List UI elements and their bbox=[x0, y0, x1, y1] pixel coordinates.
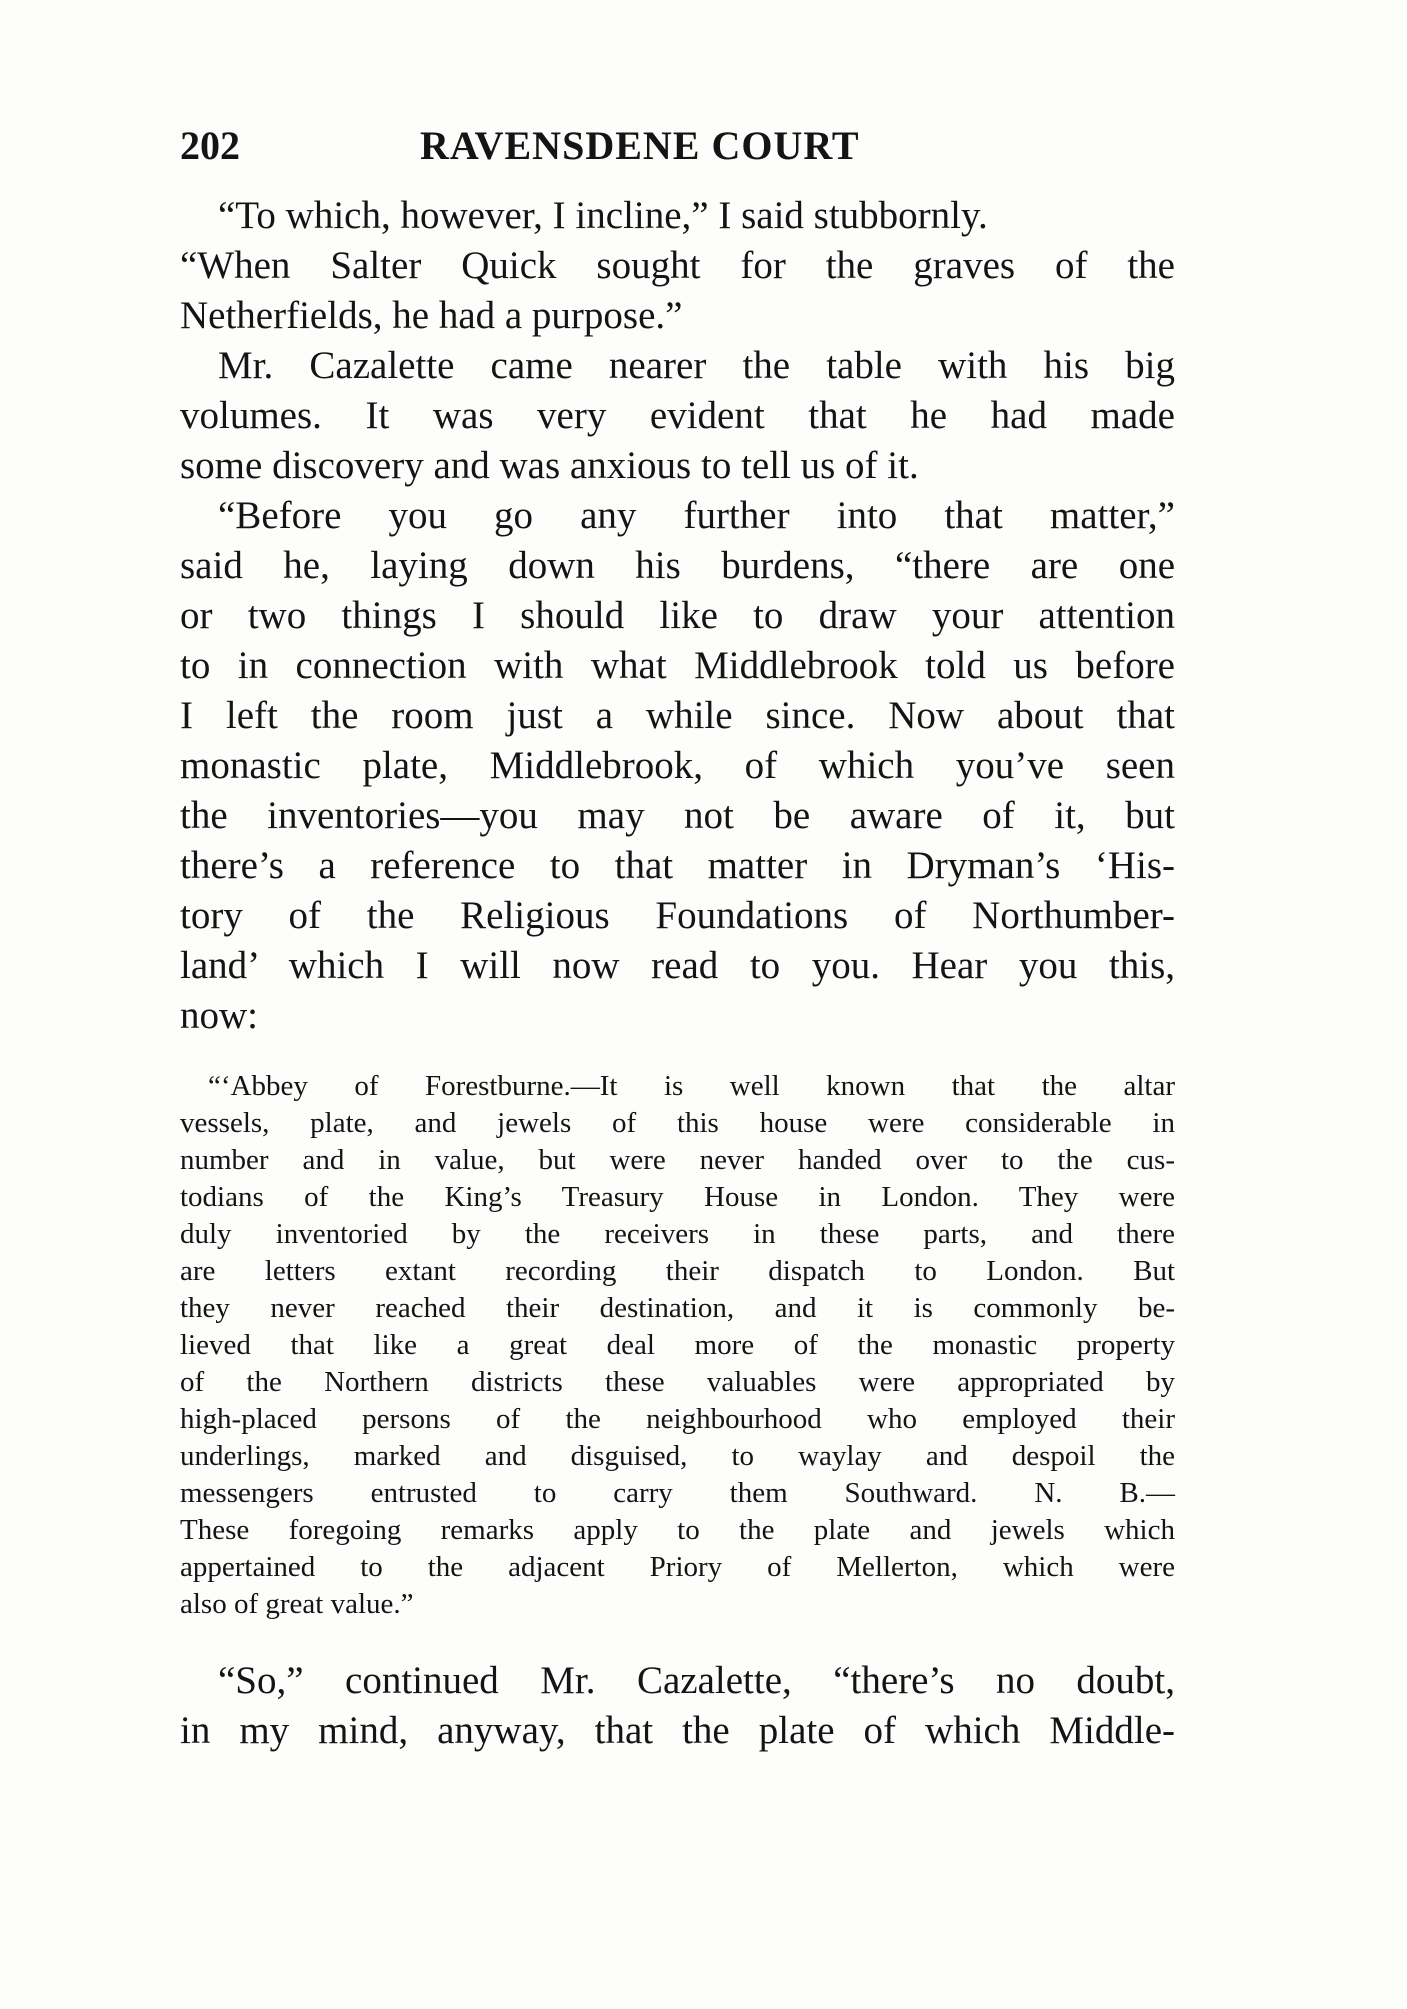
text-line: now: bbox=[180, 994, 258, 1037]
text-line: to in connection with what Middlebrook told us before bbox=[180, 644, 1175, 687]
quote-line: appertained to the adjacent Priory of Mellerton, which were bbox=[180, 1551, 1175, 1583]
text-line: “To which, however, I incline,” I said stubbornly. bbox=[218, 194, 988, 237]
text-line: I left the room just a while since. Now about that bbox=[180, 694, 1175, 737]
quote-line: todians of the King’s Treasury House in London. They were bbox=[180, 1181, 1175, 1213]
quote-line: of the Northern districts these valuables were appropriated by bbox=[180, 1366, 1175, 1398]
text-line: some discovery and was anxious to tell us of it. bbox=[180, 444, 919, 487]
quote-line: vessels, plate, and jewels of this house were considerable in bbox=[180, 1107, 1175, 1139]
quote-line: lieved that like a great deal more of the monastic property bbox=[180, 1329, 1175, 1361]
text-line: “So,” continued Mr. Cazalette, “there’s no doubt, bbox=[218, 1659, 1175, 1702]
quote-line: also of great value.” bbox=[180, 1588, 414, 1620]
text-line: Netherfields, he had a purpose.” bbox=[180, 294, 683, 337]
text-line: “When Salter Quick sought for the graves of the bbox=[180, 244, 1175, 287]
text-line: tory of the Religious Foundations of Northumber- bbox=[180, 894, 1175, 937]
text-line: monastic plate, Middlebrook, of which you’ve seen bbox=[180, 744, 1175, 787]
quote-line: number and in value, but were never handed over to the cus- bbox=[180, 1144, 1175, 1176]
text-line: land’ which I will now read to you. Hear you this, bbox=[180, 944, 1175, 987]
quote-line: These foregoing remarks apply to the plate and jewels which bbox=[180, 1514, 1175, 1546]
page-number: 202 bbox=[180, 123, 240, 168]
text-line: “Before you go any further into that matter,” bbox=[218, 494, 1175, 537]
text-line: in my mind, anyway, that the plate of which Middle- bbox=[180, 1709, 1175, 1752]
text-line: said he, laying down his burdens, “there are one bbox=[180, 544, 1175, 587]
text-line: there’s a reference to that matter in Dryman’s ‘His- bbox=[180, 844, 1175, 887]
quote-line: messengers entrusted to carry them Southward. N. B.— bbox=[180, 1477, 1175, 1509]
quote-line: they never reached their destination, and it is commonly be- bbox=[180, 1292, 1175, 1324]
quote-line: high-placed persons of the neighbourhood who employed their bbox=[180, 1403, 1175, 1435]
quote-line: are letters extant recording their dispatch to London. But bbox=[180, 1255, 1175, 1287]
text-line: Mr. Cazalette came nearer the table with his big bbox=[218, 344, 1175, 387]
text-line: volumes. It was very evident that he had made bbox=[180, 394, 1175, 437]
quote-line: duly inventoried by the receivers in these parts, and there bbox=[180, 1218, 1175, 1250]
page-header bbox=[180, 122, 1175, 182]
running-title: RAVENSDENE COURT bbox=[420, 123, 860, 168]
text-line: the inventories—you may not be aware of it, but bbox=[180, 794, 1175, 837]
text-line: or two things I should like to draw your attention bbox=[180, 594, 1175, 637]
quote-line: “‘Abbey of Forestburne.—It is well known that the altar bbox=[208, 1070, 1175, 1102]
quote-line: underlings, marked and disguised, to waylay and despoil the bbox=[180, 1440, 1175, 1472]
